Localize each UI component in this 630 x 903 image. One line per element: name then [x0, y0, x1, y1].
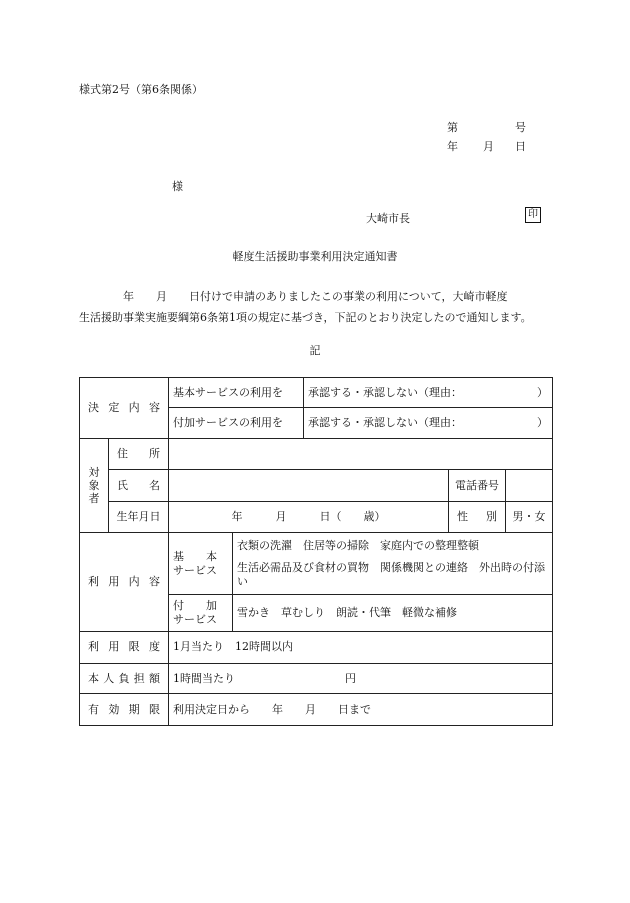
- address-label: 住所: [109, 438, 169, 469]
- seal-mark: 印: [525, 207, 541, 223]
- limit-label: 利用限度: [80, 631, 169, 663]
- basic-service-label: 基 本 サービス: [169, 533, 233, 595]
- burden-value: 1時間当たり 円: [169, 664, 553, 694]
- basic-service-content: [233, 533, 553, 595]
- birth-label: 生年月日: [109, 501, 169, 532]
- additional-approval-cell: [304, 408, 553, 438]
- birth-value: 年 月 日（ 歳）: [169, 501, 449, 532]
- basic-approval-close: ）: [537, 385, 548, 399]
- basic-use-label: 基本サービスの利用を: [169, 378, 304, 408]
- document-number-label: 第: [447, 121, 458, 134]
- name-value: [169, 470, 449, 501]
- addressee-suffix: 様: [172, 180, 183, 193]
- validity-label: 有効期限: [80, 694, 169, 726]
- ki-heading: 記: [309, 344, 321, 357]
- additional-service-content: 雪かき 草むしり 朗読・代筆 軽微な補修: [233, 595, 553, 632]
- validity-value: 利用決定日から 年 月 日まで: [169, 694, 553, 726]
- basic-service-line-1: 衣類の洗濯 住居等の掃除 家庭内での整理整頓: [237, 538, 479, 552]
- name-label: 氏名: [109, 470, 169, 501]
- date-day-label: 日: [515, 140, 526, 153]
- notice-body-line-2: 生活援助事業実施要綱第6条第1項の規定に基づき，下記のとおり決定したので通知します。: [79, 311, 532, 324]
- additional-use-label: 付加サービスの利用を: [169, 408, 304, 438]
- address-value: [169, 438, 553, 469]
- decision-table: [79, 377, 553, 726]
- form-number: 様式第2号（第6条関係）: [79, 83, 203, 96]
- phone-label: 電話番号: [449, 470, 506, 501]
- sex-value: 男・女: [506, 501, 553, 532]
- limit-value: 1月当たり 12時間以内: [169, 631, 553, 663]
- sex-label: 性別: [449, 501, 506, 532]
- notice-body-line-1: 年 月 日付けで申請のありましたこの事業の利用について，大崎市軽度: [79, 290, 508, 303]
- issuer-name: 大崎市長: [366, 212, 410, 225]
- subject-label: 対 象 者: [80, 438, 109, 532]
- decision-label: 決定内容: [80, 378, 169, 439]
- date-year-label: 年: [447, 140, 458, 153]
- burden-label: 本人負担額: [80, 664, 169, 694]
- basic-approval-text: 承認する・承認しない（理由：: [308, 385, 462, 399]
- additional-approval-close: ）: [537, 416, 548, 430]
- phone-value: [506, 470, 553, 501]
- date-month-label: 月: [483, 140, 494, 153]
- usage-label: 利用内容: [80, 533, 169, 631]
- document-number-suffix: 号: [515, 121, 526, 134]
- basic-approval-cell: [304, 378, 553, 408]
- document-title: 軽度生活援助事業利用決定通知書: [232, 250, 398, 263]
- notice-body: [79, 286, 551, 328]
- additional-service-label: 付 加 サービス: [169, 595, 233, 632]
- additional-approval-text: 承認する・承認しない（理由：: [308, 416, 462, 430]
- basic-service-line-2: 生活必需品及び食材の買物 関係機関との連絡 外出時の付添い: [237, 560, 545, 588]
